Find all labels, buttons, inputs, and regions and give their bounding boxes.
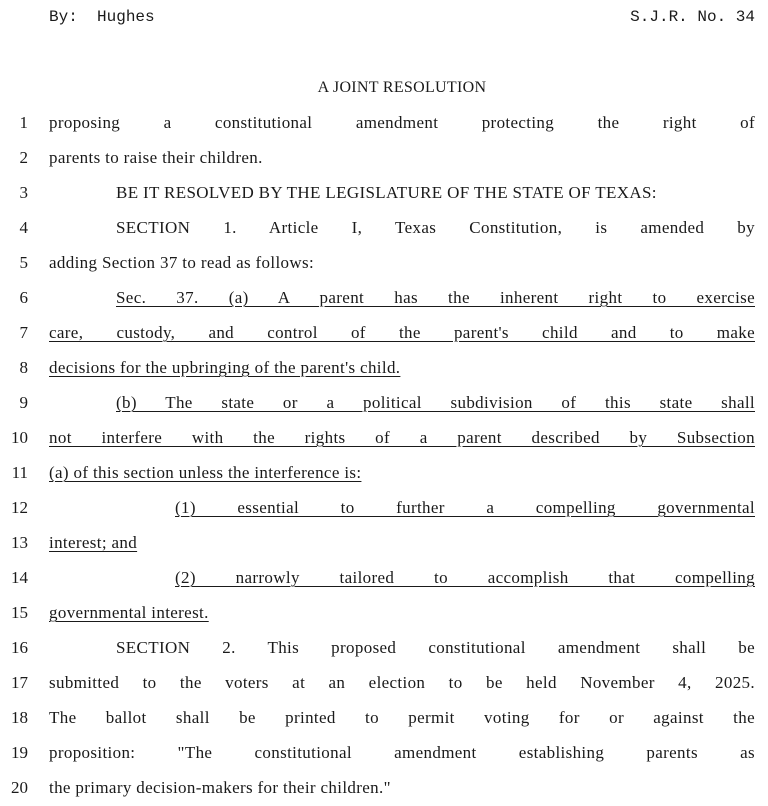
line-text: (2) narrowly tailored to accomplish that compelling	[175, 568, 755, 587]
line-text: The ballot shall be printed to permit voting for or against the	[49, 708, 755, 727]
line-number: 20	[11, 778, 28, 797]
line-text: BE IT RESOLVED BY THE LEGISLATURE OF THE STATE OF TEXAS:	[116, 183, 657, 202]
line-text: parents to raise their children.	[49, 148, 263, 167]
line-text: decisions for the upbringing of the parent's child.	[49, 358, 401, 377]
document-line	[0, 568, 768, 596]
line-number: 5	[19, 253, 28, 272]
line-number: 4	[19, 218, 28, 237]
document-line	[0, 743, 768, 771]
bill-number: S.J.R. No. 34	[630, 8, 755, 26]
line-number: 19	[11, 743, 28, 762]
document-line	[0, 358, 768, 386]
author-name: Hughes	[97, 8, 155, 26]
document-line	[0, 288, 768, 316]
document-line	[0, 148, 768, 176]
line-number: 18	[11, 708, 28, 727]
line-text: proposing a constitutional amendment protecting the right of	[49, 113, 755, 132]
line-number: 11	[11, 463, 28, 482]
document-line	[0, 463, 768, 491]
line-number: 13	[11, 533, 28, 552]
line-number: 12	[11, 498, 28, 517]
line-number: 8	[19, 358, 28, 377]
line-text: not interfere with the rights of a parent described by Subsection	[49, 428, 755, 447]
line-text: proposition: "The constitutional amendment establishing parents as	[49, 743, 755, 762]
document-line	[0, 638, 768, 666]
document-line	[0, 113, 768, 141]
line-text: (b) The state or a political subdivision of this state shall	[116, 393, 755, 412]
line-number: 9	[19, 393, 28, 412]
line-number: 7	[19, 323, 28, 342]
line-number: 17	[11, 673, 28, 692]
line-text: SECTION 1. Article I, Texas Constitution, is amended by	[116, 218, 755, 237]
line-text: the primary decision-makers for their children."	[49, 778, 391, 797]
line-number: 2	[19, 148, 28, 167]
document-line	[0, 708, 768, 736]
line-number: 14	[11, 568, 28, 587]
line-text: care, custody, and control of the parent's child and to make	[49, 323, 755, 342]
line-text: Sec. 37. (a) A parent has the inherent right to exercise	[116, 288, 755, 307]
document-line	[0, 218, 768, 246]
author-label: By:	[49, 8, 78, 26]
document-line	[0, 323, 768, 351]
document-title: A JOINT RESOLUTION	[317, 79, 487, 96]
line-text: interest; and	[49, 533, 138, 552]
line-number: 16	[11, 638, 28, 657]
line-number: 6	[19, 288, 28, 307]
line-number: 15	[11, 603, 28, 622]
bill-author	[49, 8, 155, 26]
line-number: 1	[19, 113, 28, 132]
line-number: 10	[11, 428, 28, 447]
line-text: submitted to the voters at an election to be held November 4, 2025.	[49, 673, 755, 692]
document-line	[0, 673, 768, 701]
line-text: SECTION 2. This proposed constitutional amendment shall be	[116, 638, 755, 657]
document-line	[0, 778, 768, 806]
line-number: 3	[19, 183, 28, 202]
document-line	[0, 183, 768, 211]
document-line	[0, 533, 768, 561]
document-line	[0, 253, 768, 281]
line-text: adding Section 37 to read as follows:	[49, 253, 315, 272]
document-line	[0, 603, 768, 631]
line-text: (1) essential to further a compelling governmental	[175, 498, 755, 517]
document-line	[0, 393, 768, 421]
line-text: (a) of this section unless the interference is:	[49, 463, 362, 482]
document-line	[0, 428, 768, 456]
line-text: governmental interest.	[49, 603, 209, 622]
document-line	[0, 498, 768, 526]
